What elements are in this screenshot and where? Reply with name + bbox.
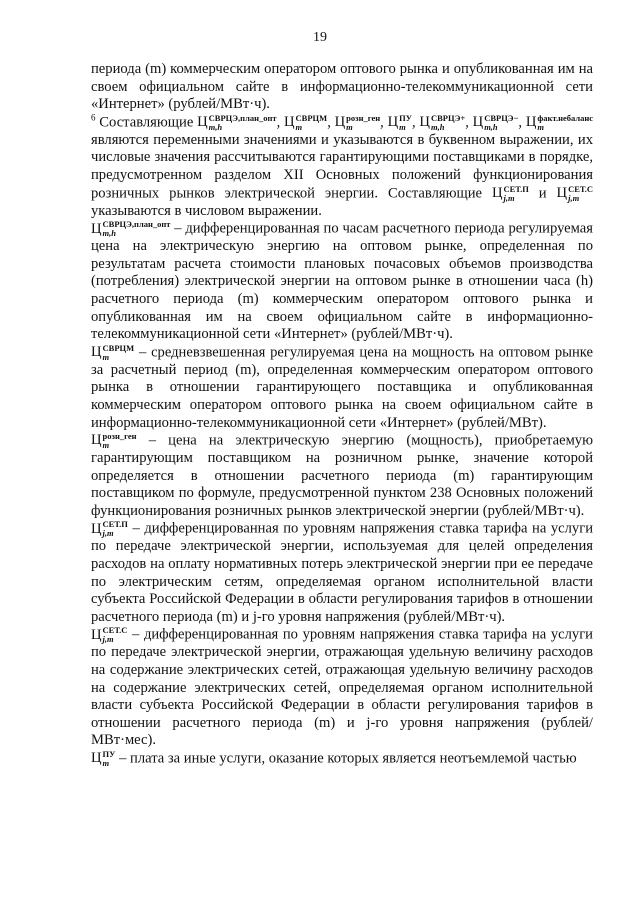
- definition-svrce-plan: [91, 220, 593, 344]
- definition-text: – дифференцированная по уровням напряжения ставка тарифа на услуги по передаче электрической энергии, используемая для целей определения расходов на оплату нормативных потерь электрической энергии при ее передаче по электрическим сетям, определяемая органом исполнительной власти субъекта Российской Федерации в области регулирования тарифов в отношении расчетного периода (m) и j-го уровня напряжения (рублей/МВт·ч).: [91, 520, 594, 625]
- symbol-svrcm: Ц СВРЦМ m: [91, 342, 135, 362]
- symbol-set-p: Ц СЕТ.П j,m: [91, 519, 128, 539]
- document-body: [91, 61, 593, 768]
- symbol-svrce-minus: Ц СВРЦЭ− m,h: [472, 112, 519, 132]
- page-number: 19: [313, 30, 327, 45]
- symbol-set-s: Ц СЕТ.С j,m: [91, 625, 128, 645]
- definition-text: – цена на электрическую энергию (мощность), приобретаемую гарантирующим поставщиком на розничном рынке, значение которой определяется в отношении расчетного периода (m) гарантирующим поставщиком по формуле, предусмотренной пунктом 238 Основных положений функционирования розничных рынков электрической энергии (рублей/МВт·ч).: [91, 432, 593, 519]
- symbol-pu: Ц ПУ m: [387, 112, 412, 132]
- paragraph-continuation: периода (m) коммерческим оператором оптового рынка и опубликованная им на своем официальном сайте в информационно-телекоммуникационной сети «Интернет» (рублей/МВт·ч).: [91, 61, 593, 113]
- paragraph-components: $^6$ Составляющие Ц СВРЦЭ,план_опт m,h , Ц СВРЦМ m , Ц розн_ген m , Ц ПУ m , Ц СВРЦЭ+ m,h , Ц СВРЦЭ− m,h , Ц факт.небаланс m являются переменными значениями и указываются в буквенном выражении, их числовые значения рассчитываются гарантирующими поставщиками в порядке, предусмотренном разделом XII Основных положений функционирования розничных рынков электрической энергии. Составляющие Ц СЕТ.П j,m и Ц СЕТ.С j,m указываются в числовом выражении.: [91, 112, 594, 219]
- definition-text: – дифференцированная по часам расчетного периода регулируемая цена на электрическую энергию на оптовом рынке, определенная по результатам расчета стоимости плановых почасовых объемов производства (потребления) электрической энергии на оптовом рынке в отношении часа (h) расчетного периода (m) коммерческим оператором оптового рынка и опубликованная им на своем официальном сайте в информационно-телекоммуникационной сети «Интернет» (рублей/МВт·ч).: [91, 220, 593, 343]
- definition-set-p: [91, 520, 593, 626]
- symbol-svrcm: Ц СВРЦМ m: [284, 112, 328, 132]
- symbol-svrce-plan: Ц СВРЦЭ,план_опт m,h: [197, 112, 277, 132]
- conjunction: и: [538, 184, 547, 201]
- symbol-svrce-plan: Ц СВРЦЭ,план_опт m,h: [91, 219, 171, 239]
- footnote-marker: 6: [91, 112, 96, 123]
- components-text-numeric-tail: указываются в числовом выражении.: [91, 202, 322, 219]
- components-lead: Составляющие: [99, 114, 194, 131]
- definition-pu: [91, 750, 593, 768]
- symbol-set-p: Ц СЕТ.П j,m: [491, 183, 529, 203]
- symbol-rozn-gen: Ц розн_ген m: [91, 431, 137, 451]
- definition-svrcm: [91, 344, 593, 432]
- definition-set-s: [91, 626, 593, 750]
- symbol-fakt-nebalans: Ц факт.небаланс m: [525, 112, 594, 132]
- definition-rozn-gen: [91, 432, 593, 520]
- definition-text: – дифференцированная по уровням напряжения ставка тарифа на услуги по передаче электрической энергии, отражающая удельную величину расходов на содержание электрических сетей, отражающая удельную величину расходов на содержание электрических сетей, определяемая органом исполнительной власти субъекта Российской Федерации в области регулирования тарифов в отношении расчетного периода (m) и j-го уровня напряжения (рублей/МВт·мес).: [91, 626, 593, 749]
- symbol-set-s: Ц СЕТ.С j,m: [556, 183, 593, 203]
- symbol-rozn-gen: Ц розн_ген m: [334, 112, 381, 132]
- symbol-pu: Ц ПУ m: [91, 749, 116, 768]
- components-text-numeric-lead: Составляющие: [387, 184, 482, 201]
- definition-text: – средневзвешенная регулируемая цена на мощность на оптовом рынке за расчетный период (m), определенная коммерческим оператором оптового рынка в отношении гарантирующего поставщика и опубликованная коммерческим оператором оптового рынка на своем официальном сайте в информационно-телекоммуникационной сети «Интернет» (рублей/МВт).: [91, 344, 593, 431]
- definition-text: – плата за иные услуги, оказание которых является неотъемлемой частью: [119, 750, 577, 767]
- symbol-svrce-plus: Ц СВРЦЭ+ m,h: [419, 112, 466, 132]
- components-text-variable: являются переменными значениями и указываются в буквенном выражении, их числовые значения рассчитываются гарантирующими поставщиками в порядке, предусмотренном разделом XII Основных положений функционирования розничных рынков электрической энергии.: [91, 131, 593, 201]
